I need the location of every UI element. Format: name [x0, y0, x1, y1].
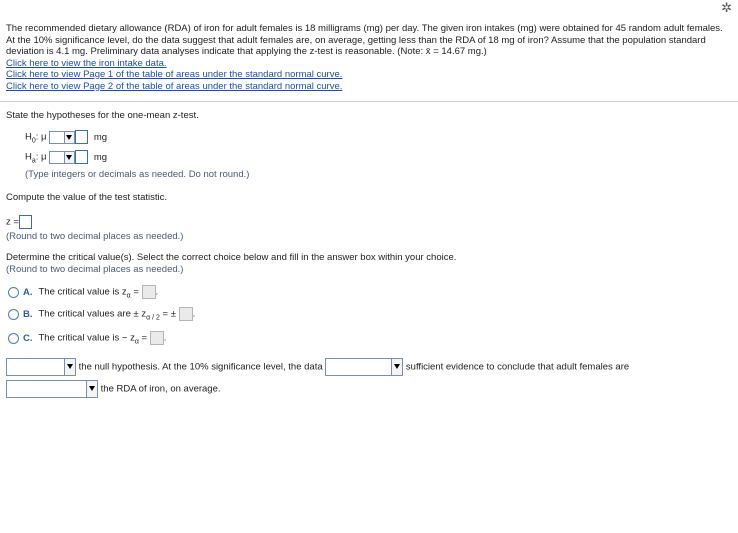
choice-c-letter: C. [23, 332, 33, 344]
iron-data-link[interactable]: Click here to view the iron intake data. [6, 57, 167, 69]
choice-b-letter: B. [23, 308, 33, 320]
ha-unit: mg [93, 151, 108, 163]
choice-a-input[interactable] [142, 285, 156, 299]
h0-operator-select[interactable] [49, 131, 75, 144]
h0-unit: mg [93, 131, 108, 143]
choice-a[interactable]: A. The critical value is $z_\alpha$ = . [8, 285, 158, 299]
choice-c-tail: = [138, 332, 148, 344]
choice-a-sub: α [126, 292, 131, 300]
ha-label: H [25, 151, 32, 163]
choice-c[interactable]: C. The critical value is − $z_\alpha$ = . [8, 331, 166, 345]
choice-c-text: The critical value is − z [38, 332, 135, 344]
evidence-select[interactable] [325, 358, 403, 376]
choice-c-input[interactable] [150, 331, 164, 345]
reject-select[interactable] [6, 358, 76, 376]
ha-mu: : μ [35, 151, 47, 163]
chevron-down-icon [64, 152, 74, 163]
choice-a-tail: = [130, 286, 139, 298]
conclusion-part2: sufficient evidence to conclude that adult females are [405, 361, 630, 373]
h0-label: H [25, 131, 32, 143]
hypotheses-note: (Type integers or decimals as needed. Do not round.) [25, 169, 250, 180]
choice-c-radio[interactable] [8, 333, 19, 344]
choice-b-input[interactable] [179, 307, 193, 321]
conclusion-row-1 [6, 358, 629, 376]
chevron-down-icon [391, 359, 402, 375]
z-row [6, 215, 32, 229]
comparison-select[interactable] [6, 380, 98, 398]
conclusion-part3: the RDA of iron, on average. [100, 383, 221, 395]
critical-note: (Round to two decimal places as needed.) [6, 264, 184, 275]
h0-value-input[interactable] [75, 130, 88, 144]
statistic-note: (Round to two decimal places as needed.) [6, 231, 184, 242]
ha-subscript: a [31, 157, 36, 165]
choice-b-radio[interactable] [8, 309, 19, 320]
h0-subscript: 0 [31, 137, 36, 145]
settings-gear-icon[interactable]: ✲ [721, 0, 732, 15]
choice-a-radio[interactable] [8, 287, 19, 298]
ha-value-input[interactable] [75, 150, 88, 164]
choice-b-tail: = ± [159, 308, 176, 320]
statistic-prompt: Compute the value of the test statistic. [6, 192, 168, 203]
chevron-down-icon [64, 359, 75, 375]
problem-statement [6, 23, 728, 92]
chevron-down-icon [86, 381, 97, 397]
normal-table-page1-link[interactable]: Click here to view Page 1 of the table of areas under the standard normal curve. [6, 69, 343, 80]
choice-c-sub: α [134, 338, 139, 346]
choice-b-sub: α / 2 [146, 314, 160, 322]
critical-prompt: Determine the critical value(s). Select the correct choice below and fill in the answer box within your choice. [6, 252, 457, 263]
conclusion-row-2 [6, 380, 221, 398]
z-label: z = [6, 216, 19, 228]
chevron-down-icon [64, 132, 74, 143]
choice-a-text: The critical value is z [38, 286, 127, 298]
choice-b-text: The critical values are ± z [38, 308, 147, 320]
conclusion-part1: the null hypothesis. At the 10% significance level, the data [78, 361, 323, 373]
ha-operator-select[interactable] [49, 151, 75, 164]
h0-row [25, 130, 107, 144]
h0-mu: : μ [35, 131, 47, 143]
hypotheses-prompt: State the hypotheses for the one-mean z-test. [6, 110, 199, 121]
normal-table-page2-link[interactable]: Click here to view Page 2 of the table of areas under the standard normal curve. [6, 80, 343, 92]
ha-row [25, 150, 107, 164]
section-divider [0, 101, 738, 102]
problem-text: The recommended dietary allowance (RDA) of iron for adult females is 18 milligrams (mg) per day. The given iron intakes (mg) were obtained for 45 random adult females. At the 10% significance level, do the data suggest that adult females are, on average, getting less than the RDA of 18 mg of iron? Assume that the population standard deviation is 4.1 mg. Preliminary data analyses indicate that applying the z-test is reasonable. (Note: x̄ = 14.67 mg.) [6, 23, 723, 57]
z-value-input[interactable] [19, 215, 32, 229]
choice-b[interactable]: B. The critical values are ± $z_{\alpha / 2}$ = ± . [8, 307, 195, 321]
choice-a-letter: A. [23, 286, 33, 298]
